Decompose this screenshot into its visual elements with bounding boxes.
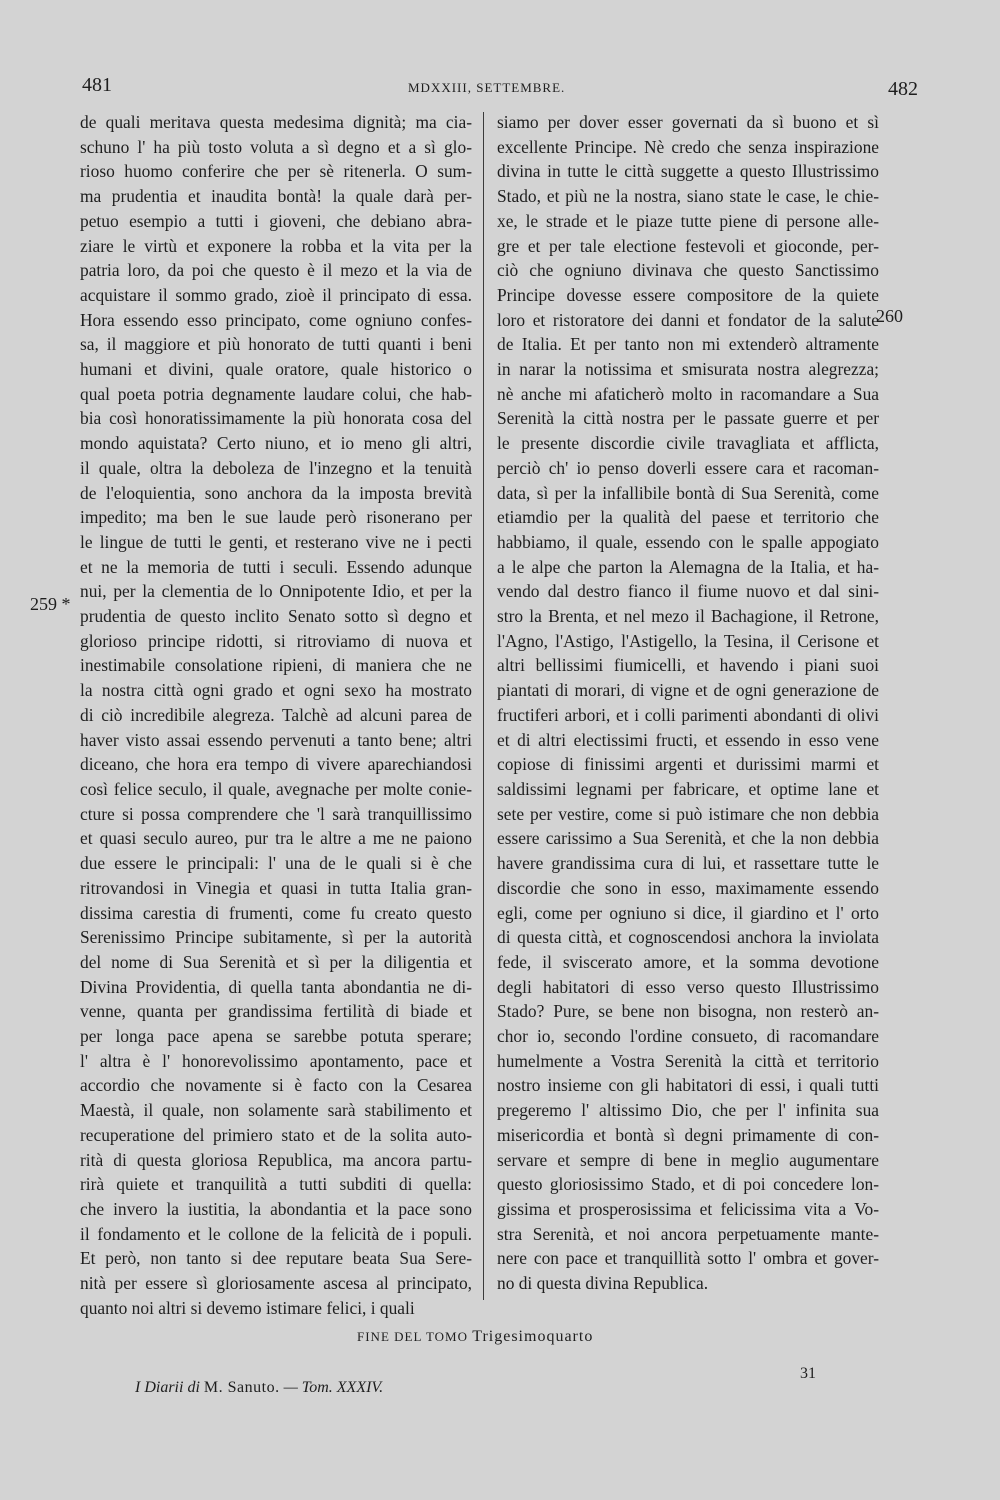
text-line: la nostra città ogni grado et ogni sexo ha mostrato xyxy=(80,680,472,701)
footer-volume: — Tom. XXXIV. xyxy=(283,1379,384,1396)
text-line: copiose di finissimi argenti et durissimi marmi et xyxy=(497,754,879,775)
footer-signature: 31 xyxy=(800,1365,816,1382)
footer-title xyxy=(135,1379,383,1397)
text-line: cture si possa comprendere che 'l sarà tranquillissimo xyxy=(80,803,472,824)
end-note-prefix: FINE DEL TOMO xyxy=(357,1329,468,1344)
text-line: nere con pace et tranquillità sotto l' ombra et gover- xyxy=(497,1248,879,1269)
text-line: et di altri electissimi fructi, et essendo in esso vene xyxy=(497,729,879,750)
text-line: gissima et prosperosissima et felicissima vita a Vo- xyxy=(497,1198,879,1219)
text-line: ma prudentia et inaudita bontà! la quale darà per- xyxy=(80,186,472,207)
text-line: rirà quiete et tranquilità a tutti subditi di quella: xyxy=(80,1174,472,1195)
text-line: acquistare il sommo grado, zioè il principato di essa. xyxy=(80,284,472,305)
text-line: altri bellissimi fiumicelli, et havendo i piani suoi xyxy=(497,655,879,676)
margin-number-right: 260 xyxy=(876,306,903,326)
text-line: de Italia. Et per tanto non mi extenderò altramente xyxy=(497,334,879,355)
text-line: venne, quanta per grandissima fertilità di biade et xyxy=(80,1001,472,1022)
text-line: del nome di Sua Serenità et sì per la diligentia et xyxy=(80,951,472,972)
text-line: in narar la notissima et smisurata nostra alegrezza; xyxy=(497,359,879,380)
text-line: Divina Providentia, di quella tanta abondantia ne di- xyxy=(80,976,472,997)
text-line: diceano, che hora era tempo di vivere aparechiandosi xyxy=(80,754,472,775)
text-line: Maestà, il quale, non solamente sarà stabilimento et xyxy=(80,1100,472,1121)
end-note-title: Trigesimoquarto xyxy=(472,1328,594,1345)
page-number-left: 481 xyxy=(82,74,112,96)
text-line: servare et sempre di bene in meglio augumentare xyxy=(497,1149,879,1170)
text-line: questo gloriosissimo Stado, et di poi concedere lon- xyxy=(497,1174,879,1195)
text-line: stra Serenità, et noi ancora perpetuamente mante- xyxy=(497,1223,879,1244)
text-line: rioso huomo conferire che per sè ritenerla. O sum- xyxy=(80,161,472,182)
text-line: saldissimi legnami per fabricare, et optime lane et xyxy=(497,778,879,799)
text-line: misericordia et bontà sì degni primamente di con- xyxy=(497,1124,879,1145)
text-line: Serenità la città nostra per le passate guerre et per xyxy=(497,408,879,429)
text-line: habbiamo, il quale, essendo con le spalle appogiato xyxy=(497,531,879,552)
text-line: siamo per dover esser governati da sì buono et sì xyxy=(497,112,879,132)
text-line: patria loro, da poi che questo è il mezo et la via de xyxy=(80,260,472,281)
text-line: quanto noi altri si devemo istimare felici, i quali xyxy=(80,1297,415,1318)
text-line: ciò che ogniuno divinava che questo Sanctissimo xyxy=(497,260,879,281)
text-line: essere carissimo a Sua Serenità, et che la non debbia xyxy=(497,828,879,849)
text-line: havere grandissima cura di lui, et rassettare tutte le xyxy=(497,853,879,874)
text-line: data, sì per la infallibile bontà di Sua Serenità, come xyxy=(497,482,879,503)
text-line: Stado, et più ne la nostra, siano state le case, le chie- xyxy=(497,186,879,207)
text-line: due essere le principali: l' una de le quali si è che xyxy=(80,853,472,874)
text-line: sa, il maggiore et più honorato de tutti quanti i beni xyxy=(80,334,472,355)
footer-title-prefix: I Diarii di xyxy=(135,1379,200,1396)
text-line: perciò ch' io penso doverli essere cara et racoman- xyxy=(497,457,879,478)
text-line: nità per essere sì gloriosamente ascesa al principato, xyxy=(80,1273,472,1294)
text-line: gre et per tale electione festevoli et gioconde, per- xyxy=(497,235,879,256)
text-line: a le alpe che parton la Alemagna de la Italia, et ha- xyxy=(497,556,879,577)
text-line: de quali meritava questa medesima dignità; ma cia- xyxy=(80,112,472,132)
running-title: MDXXIII, SETTEMBRE. xyxy=(408,80,566,95)
right-column xyxy=(497,110,879,1296)
text-line: di ciò incredibile alegreza. Talchè ad alcuni parea de xyxy=(80,704,472,725)
text-line: pregeremo l' altissimo Dio, che per l' infinita sua xyxy=(497,1100,879,1121)
text-line: qual poeta potria degnamente laudare colui, che hab- xyxy=(80,383,472,404)
page-number-right: 482 xyxy=(888,78,918,100)
column-divider xyxy=(483,112,484,1300)
end-of-volume-note xyxy=(357,1328,593,1346)
text-line: impedito; ma ben le sue laude però risonerano per xyxy=(80,507,472,528)
left-column xyxy=(80,110,472,1320)
margin-number-left: 259 * xyxy=(30,594,71,614)
text-line: Hora essendo esso principato, come ogniuno confes- xyxy=(80,309,472,330)
text-line: il quale, oltra la deboleza de l'inzegno et la tenuità xyxy=(80,457,472,478)
text-line: recuperatione del primiero stato et de la solita auto- xyxy=(80,1124,472,1145)
text-line: xe, le strade et le piaze tutte piene di persone alle- xyxy=(497,210,879,231)
text-line: Et però, non tanto si dee reputare beata Sua Sere- xyxy=(80,1248,472,1269)
text-line: de l'eloquientia, sono anchora da la imposta brevità xyxy=(80,482,472,503)
text-line: accordio che novamente si è facto con la Cesarea xyxy=(80,1075,472,1096)
text-line: nui, per la clementia de lo Onnipotente Idio, et per la xyxy=(80,581,472,602)
text-line: degli habitatori di esso verso questo Illustrissimo xyxy=(497,976,879,997)
text-line: l' altra è l' honorevolissimo apontamento, pace et xyxy=(80,1050,472,1071)
text-line: le lingue de tutti le genti, et resterano vive ne i pecti xyxy=(80,531,472,552)
text-line: di questa città, et cognoscendosi anchora la inviolata xyxy=(497,927,879,948)
text-line: mondo aquistata? Certo niuno, et io meno gli altri, xyxy=(80,433,472,454)
text-line: humelmente a Vostra Serenità la città et territorio xyxy=(497,1050,879,1071)
text-line: vendo dal destro fianco il fiume nuovo et dal sini- xyxy=(497,581,879,602)
text-line: le presente discordie civile travagliata et afflicta, xyxy=(497,433,879,454)
text-line: dissima carestia di frumenti, come fu creato questo xyxy=(80,902,472,923)
text-line: haver visto assai essendo pervenuti a tanto bene; altri xyxy=(80,729,472,750)
text-line: no di questa divina Republica. xyxy=(497,1273,709,1294)
text-line: loro et ristoratore dei danni et fondator de la salute xyxy=(497,309,879,330)
text-line: excellente Principe. Nè credo che senza inspirazione xyxy=(497,136,879,157)
text-line: nostro insieme con gli habitatori di essi, i quali tutti xyxy=(497,1075,879,1096)
text-line: prudentia de questo inclito Senato sotto sì degno et xyxy=(80,606,472,627)
text-line: ziare le virtù et exponere la robba et la vita per la xyxy=(80,235,472,256)
text-line: Principe dovesse essere compositore de la quiete xyxy=(497,284,879,305)
text-line: il fondamento et le collone de la felicità de i populi. xyxy=(80,1223,472,1244)
text-line: et ne la memoria de tutti i seculi. Essendo adunque xyxy=(80,556,472,577)
text-line: l'Agno, l'Astigo, l'Astigello, la Tesina, il Cerisone et xyxy=(497,630,879,651)
text-line: discordie che sono in esso, maximamente essendo xyxy=(497,877,879,898)
text-line: bia così honoratissimamente la più honorata cosa del xyxy=(80,408,472,429)
text-line: fede, il sviscerato amore, et la somma devotione xyxy=(497,951,879,972)
text-line: glorioso principe ridotti, si ritroviamo di nuova et xyxy=(80,630,472,651)
text-line: Stado? Pure, se bene non bisogna, non resterò an- xyxy=(497,1001,879,1022)
text-line: rità di questa gloriosa Republica, ma ancora partu- xyxy=(80,1149,472,1170)
text-line: che invero la iustitia, la abondantia et la pace sono xyxy=(80,1198,472,1219)
text-line: petuo esempio a tutti i gioveni, che debiano abra- xyxy=(80,210,472,231)
text-line: fructiferi arbori, et i colli parimenti abondanti di olivi xyxy=(497,704,879,725)
text-line: egli, come per ogniuno si dice, il giardino et l' orto xyxy=(497,902,879,923)
text-line: divina in tutte le città suggette a questo Illustrissimo xyxy=(497,161,879,182)
text-line: così felice seculo, il quale, avegnache per molte conie- xyxy=(80,778,472,799)
text-line: nè anche mi afaticherò molto in racomandare a Sua xyxy=(497,383,879,404)
text-line: chor io, secondo l'ordine consueto, di racomandare xyxy=(497,1026,879,1047)
footer-author: M. Sanuto. xyxy=(203,1379,280,1396)
text-line: et quasi seculo aureo, pur tra le altre a me ne paiono xyxy=(80,828,472,849)
text-line: etiamdio per la qualità del paese et territorio che xyxy=(497,507,879,528)
text-line: schuno l' ha più tosto voluta a sì degno et a sì glo- xyxy=(80,136,472,157)
text-line: Serenissimo Principe subitamente, sì per la autorità xyxy=(80,927,472,948)
text-line: sete per vestire, come si può istimare che non debbia xyxy=(497,803,879,824)
text-line: inestimabile consolatione ripieni, di maniera che ne xyxy=(80,655,472,676)
page-header xyxy=(0,74,1000,100)
text-line: stro la Brenta, et nel mezo il Bachagione, il Retrone, xyxy=(497,606,879,627)
text-line: piantati di morari, di vigne et de ogni generazione de xyxy=(497,680,879,701)
text-line: per longa pace apena se sarebbe potuta sperare; xyxy=(80,1026,472,1047)
text-line: humani et divini, quale oratore, quale historico o xyxy=(80,359,472,380)
text-line: ritrovandosi in Vinegia et quasi in tutta Italia gran- xyxy=(80,877,472,898)
